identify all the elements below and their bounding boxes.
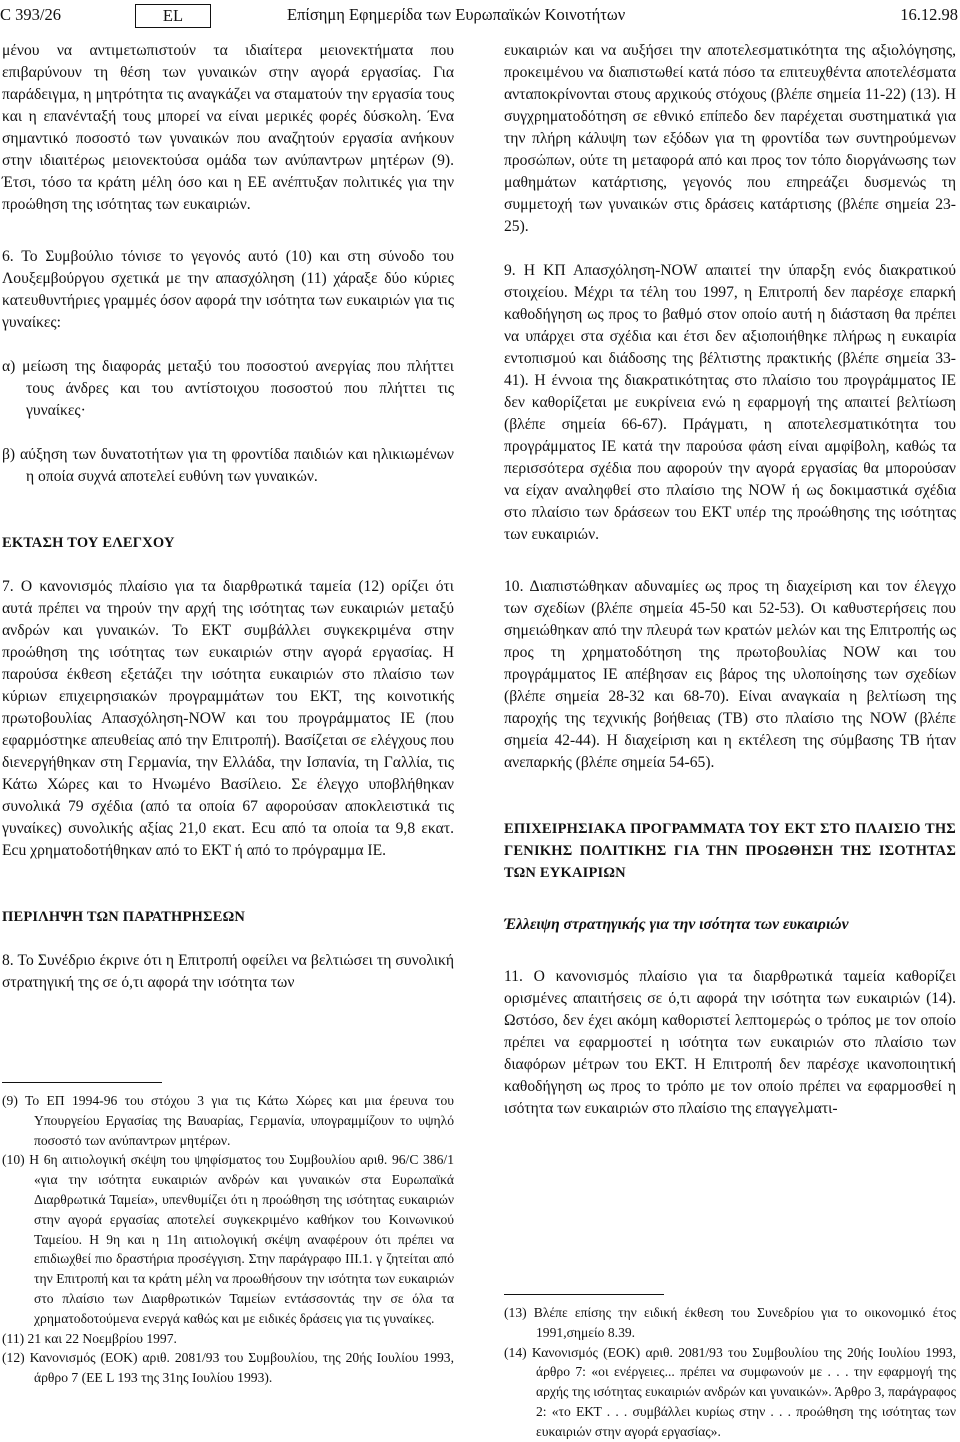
- footnote-rule: [504, 1294, 664, 1295]
- page-number: C 393/26: [0, 5, 61, 24]
- paragraph-9: 9. Η ΚΠ Απασχόληση-NOW απαιτεί την ύπαρξη ενός διακρατικού στοιχείου. Μέχρι τα τέλη του 1997, η Επιτροπή δεν παρέσχε επαρκή καθοδήγηση ως προς το βαθμό στον οποίο αυτή η διάσταση θα πρέπει να υπάρχει στα σχέδια και έτσι δεν αξιοποιήθηκε πλήρως η ευκαιρία εντοπισμού και διάδοσης της βέλτιστης πρακτικής (βλέπε σημεία 33-41). Η έννοια της διακρατικότητας στο πλαίσιο του προγράμματος IE δεν καθορίζεται με ευκρίνεια ενώ η εφαρμογή της απαιτεί βελτίωση (βλέπε σημεία 66-67). Πράγματι, η αποτελεσματικότητα του προγράμματος IE κατά την παρούσα φάση είναι αμφίβολη, καθώς τα περισσότερα σχέδια που αφορούν την αγορά εργασίας θα μπορούσαν να είχαν αναληφθεί στο πλαίσιο της NOW ή ως δοκιμαστικά σχέδια στο πλαίσιο των δράσεων του ΕΚΤ υπέρ της προώθησης της ισότητας των ευκαιριών.: [504, 262, 956, 543]
- paragraph-continuation: μένου να αντιμετωπιστούν τα ιδιαίτερα μειονεκτήματα που επιβαρύνουν τη θέση των γυναικών στην αγορά εργασίας. Για παράδειγμα, η μητρότητα τις αναγκάζει να σταματούν την εργασία τους και η επανένταξή τους μπορεί να είναι μερικές φορές δύσκολη. Ένα σημαντικό ποσοστό των γυναικών που αναζητούν εργασία ανήκουν στην ιδιαιτέρως μειονεκτούσα ομάδα των ανύπαντρων μητέρων (9). Έτσι, τόσο τα κράτη μέλη όσο και η ΕΕ ανέπτυξαν πολιτικές για την προώθηση της ισότητας των ευκαιριών.: [2, 42, 454, 213]
- list-item-b: β) αύξηση των δυνατοτήτων για τη φροντίδα παιδιών και ηλικιωμένων η οποία συχνά αποτελεί ευθύνη των γυναικών.: [2, 446, 454, 485]
- subheading-strategy: Έλλειψη στρατηγικής για την ισότητα των ευκαιριών: [504, 916, 849, 933]
- journal-title: Επίσημη Εφημερίδα των Ευρωπαϊκών Κοινοτήτων: [287, 5, 626, 24]
- footnotes-right: [504, 1294, 956, 1442]
- issue-date: 16.12.98: [900, 5, 958, 24]
- paragraph-11: 11. Ο κανονισμός πλαίσιο για τα διαρθρωτικά ταμεία καθορίζει ορισμένες απαιτήσεις σε ό,τι αφορά την ισότητα των ευκαιριών (14). Ωστόσο, δεν έχει ακόμη καθοριστεί λεπτομερώς ο τρόπος με τον οποίο πρέπει να εφαρμοστεί η ισότητα των ευκαιριών στο πλαίσιο των διαφόρων μέτρων του ΕΚΤ. Η Επιτροπή δεν παρέσχε ικανοποιητική καθοδήγηση ως προς το τρόπο με τον οποίο πρέπει να εφαρμοσθεί η ισότητα των ευκαιριών στο πλαίσιο της επαγγελματι-: [504, 968, 956, 1117]
- section-heading-programmes: ΕΠΙΧΕΙΡΗΣΙΑΚΑ ΠΡΟΓΡΑΜΜΑΤΑ ΤΟΥ ΕΚΤ ΣΤΟ ΠΛΑΙΣΙΟ ΤΗΣ ΓΕΝΙΚΗΣ ΠΟΛΙΤΙΚΗΣ ΓΙΑ ΤΗΝ ΠΡΟΩΘΗΣΗ ΤΗΣ ΙΣΟΤΗΤΑΣ ΤΩΝ ΕΥΚΑΙΡΙΩΝ: [504, 821, 956, 881]
- list-item-a: α) μείωση της διαφοράς μεταξύ του ποσοστού ανεργίας που πλήττει τους άνδρες και του αντίστοιχου ποσοστού που πλήττει τις γυναίκες·: [2, 358, 454, 419]
- footnote-9: (9) Το ΕΠ 1994-96 του στόχου 3 για τις Κάτω Χώρες και μια έρευνα του Υπουργείου Εργασίας της Βαυαρίας, Γερμανία, υπογραμμίζουν το υψηλό ποσοστό των ανύπαντρων μητέρων.: [2, 1093, 454, 1148]
- left-column: [2, 40, 454, 994]
- paragraph-7: 7. Ο κανονισμός πλαίσιο για τα διαρθρωτικά ταμεία (12) ορίζει ότι αυτά πρέπει να τηρούν την αρχή της ισότητας των ευκαιριών μεταξύ ανδρών και γυναικών. Το ΕΚΤ συμβάλλει συγκεκριμένα στην προώθηση της ισότητας των ευκαιριών στην αγορά εργασίας. Η παρούσα έκθεση εξετάζει την ισότητα ευκαιριών στο πλαίσιο των κύριων επιχειρησιακών προγραμμάτων του ΕΚΤ, της κοινοτικής πρωτοβουλίας Απασχόληση-NOW και του προγράμματος IE (που εφαρμόστηκε απευθείας από την Επιτροπή). Βασίζεται σε ελέγχους που διενεργήθηκαν στη Γερμανία, την Ελλάδα, την Ισπανία, τη Γαλλία, τις Κάτω Χώρες και το Ηνωμένο Βασίλειο. Σε έλεγχο υποβλήθηκαν συνολικά 79 σχέδια (από τα οποία 67 αφορούσαν αποκλειστικά τις γυναίκες) συνολικής αξίας 21,0 εκατ. Ecu από τα οποία τα 9,8 εκατ. Ecu χρηματοδοτήθηκαν από το ΕΚΤ ή από το πρόγραμμα IE.: [2, 578, 454, 859]
- section-heading-summary: ΠΕΡΙΛΗΨΗ ΤΩΝ ΠΑΡΑΤΗΡΗΣΕΩΝ: [2, 909, 246, 925]
- paragraph-continuation-right: ευκαιριών και να αυξήσει την αποτελεσματικότητα της αξιολόγησης, προκειμένου να διαπιστωθεί κατά πόσο τα επιτευχθέντα αποτελέσματα ανταποκρίνονται στους αρχικούς στόχους (βλέπε σημεία 11-22) (13). Η συγχρηματοδότηση σε εθνικό επίπεδο δεν παρέχεται συστηματικά για την πλήρη κάλυψη των εξόδων για τη φροντίδα των συντηρούμενων προσώπων, ούτε τη μεταφορά από και προς τον τόπο διοργάνωσης των μαθημάτων κατάρτισης, γεγονός που επηρεάζει δυσμενώς τη συμμετοχή των γυναικών στις δράσεις κατάρτισης (βλέπε σημεία 23-25).: [504, 42, 956, 235]
- paragraph-8: 8. Το Συνέδριο έκρινε ότι η Επιτροπή οφείλει να βελτιώσει τη συνολική στρατηγική της σε ό,τι αφορά την ισότητα των: [2, 952, 454, 991]
- page-header: [0, 2, 960, 30]
- footnotes-left: [2, 1082, 454, 1388]
- footnote-10: (10) Η 6η αιτιολογική σκέψη του ψηφίσματος του Συμβουλίου αριθ. 96/C 386/1 «για την ισότητα ευκαιριών ανδρών και γυναικών στα Ευρωπαϊκά Διαρθρωτικά Ταμεία», υπενθυμίζει ότι η προώθηση της ισότητας ευκαιριών στην αγορά εργασίας αποτελεί συγκεκριμένο καθήκον του Κοινωνικού Ταμείου. Η 9η και η 11η αιτιολογική σκέψη αναφέρουν ότι πρέπει να επιδιωχθεί πιο δραστήρια προσέγγιση. Στην παράγραφο III.1. γ ζητείται από την Επιτροπή και τα κράτη μέλη να προωθήσουν την ισότητα των ευκαιριών στο πλαίσιο των Διαρθρωτικών Ταμείων εντάσσοντάς την σε όλα τα χρηματοδοτούμενα ενεργά καθώς και με ειδικές δράσεις για τις γυναίκες.: [2, 1152, 454, 1326]
- footnote-14: (14) Κανονισμός (ΕΟΚ) αριθ. 2081/93 του Συμβουλίου της 20ής Ιουλίου 1993, άρθρο 7: «οι ενέργειες... πρέπει να συμφωνούν με . . . την εφαρμογή της αρχής της ισότητας ευκαιριών ανδρών και γυναικών». Άρθρο 3, παράγραφος 2: «το ΕΚΤ . . . συμβάλλει κυρίως στην . . . προώθηση της ισότητας των ευκαιριών στην αγορά εργασίας».: [504, 1344, 956, 1439]
- paragraph-6: 6. Το Συμβούλιο τόνισε το γεγονός αυτό (10) και στη σύνοδο του Λουξεμβούργου σχετικά με την απασχόληση (11) χάραξε δύο κύριες κατευθυντήριες γραμμές όσον αφορά την ισότητα των ευκαιριών για τις γυναίκες:: [2, 248, 454, 331]
- footnote-rule: [2, 1082, 162, 1083]
- footnote-13: (13) Βλέπε επίσης την ειδική έκθεση του Συνεδρίου για το οικονομικό έτος 1991,σημείο 8.39.: [504, 1305, 956, 1340]
- section-heading-scope: ΕΚΤΑΣΗ ΤΟΥ ΕΛΕΓΧΟΥ: [2, 535, 175, 551]
- paragraph-10: 10. Διαπιστώθηκαν αδυναμίες ως προς τη διαχείριση και τον έλεγχο των σχεδίων (βλέπε σημεία 45-50 και 52-53). Οι καθυστερήσεις που σημειώθηκαν από την πλευρά των κρατών μελών και της Επιτροπής ως προς τη χρηματοδότηση της πρωτοβουλίας NOW και του προγράμματος IE απέβησαν εις βάρος της υλοποίησης των σχεδίων (βλέπε σημεία 28-32 και 68-70). Είναι αναγκαία η βελτίωση της παροχής της τεχνικής βοήθειας (ΤΒ) στο πλαίσιο της NOW (βλέπε σημεία 42-44). Η διαχείριση και η εκτέλεση της σύμβασης ΤΒ ήταν ανεπαρκής (βλέπε σημεία 54-65).: [504, 578, 956, 771]
- footnote-12: (12) Κανονισμός (ΕΟΚ) αριθ. 2081/93 του Συμβουλίου, της 20ής Ιουλίου 1993, άρθρο 7 (ΕΕ L 193 της 31ης Ιουλίου 1993).: [2, 1350, 454, 1386]
- language-box: EL: [135, 4, 211, 28]
- footnote-11: (11) 21 και 22 Νοεμβρίου 1997.: [2, 1330, 177, 1346]
- right-column: [504, 40, 956, 1120]
